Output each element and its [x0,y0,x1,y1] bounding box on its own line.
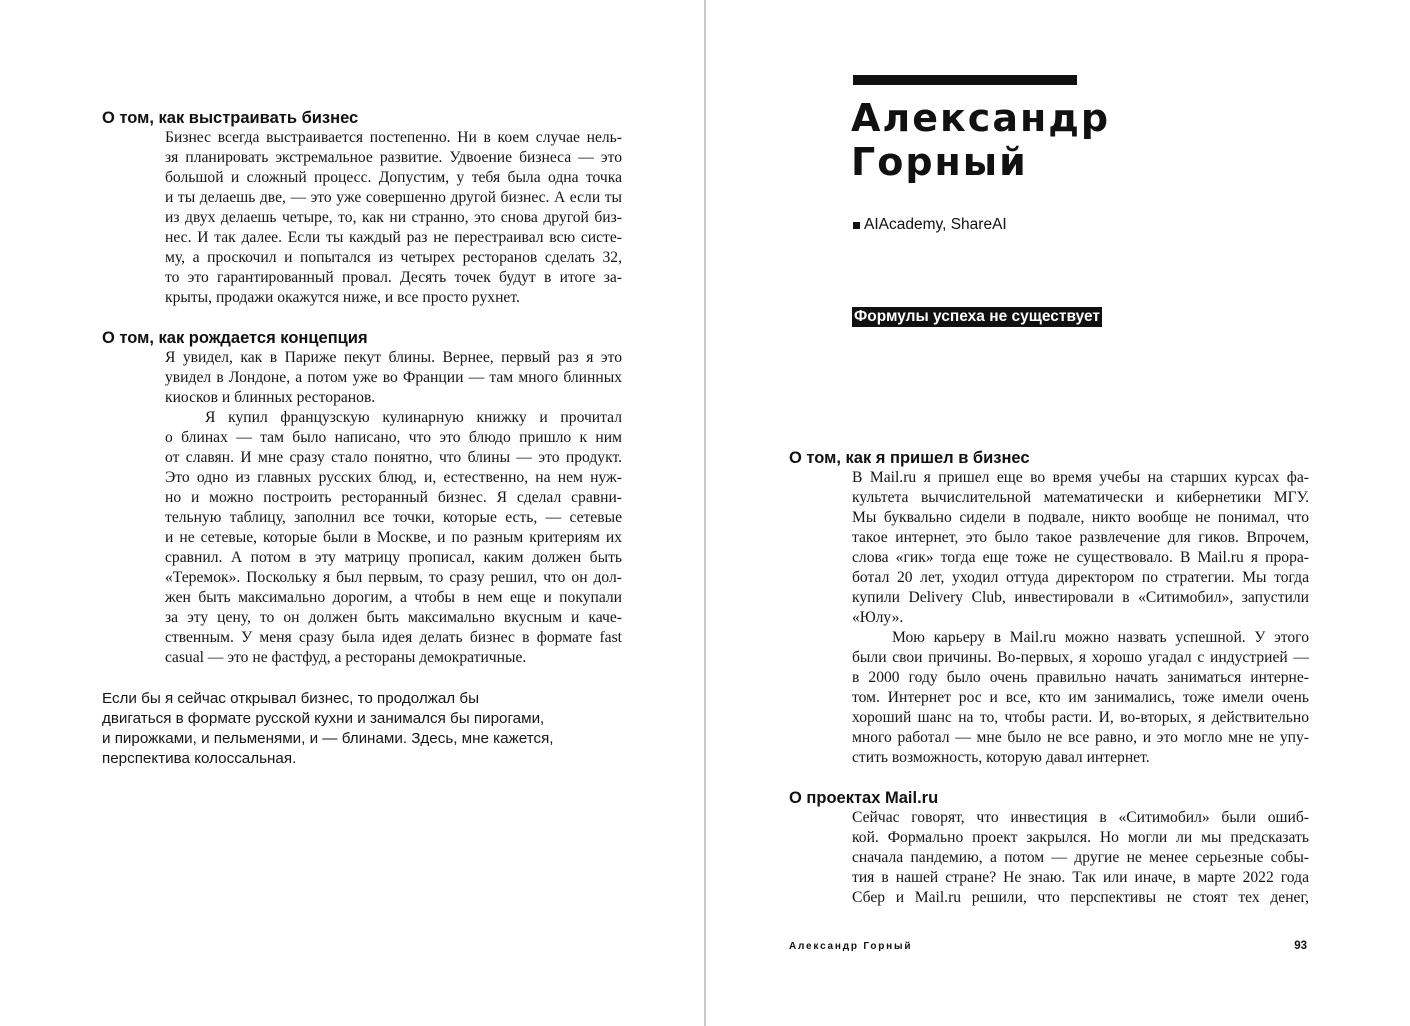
author-last-name: Горный [851,140,1028,184]
text-line: купили Delivery Club, инвестировали в «Ситимобил», запустили [852,589,1309,606]
left-page [0,0,704,1026]
text-line: В Mail.ru я пришел еще во время учебы на старших курсах фа- [852,469,1309,486]
quote-line: двигаться в формате русской кухни и занимался бы пирогами, [102,710,545,727]
text-line: нес. И так далее. Если ты каждый раз не перестраивал всю систе- [165,229,622,246]
text-line: кой. Формально проект закрылся. Но могли ли мы предсказать [852,829,1309,846]
text-line: Это одно из главных русских блюд, и, естественно, на нем нуж- [165,469,622,486]
text-line: Мы буквально сидели в подвале, никто вообще не понимал, что [852,509,1309,526]
text-line: от славян. И мне сразу стало понятно, что блины — это продукт. [165,449,622,466]
text-line: слова «гик» тогда еще тоже не существовало. В Mail.ru я прора- [852,549,1309,566]
text-line: «Юлу». [852,609,904,626]
text-line: тия в нашей стране? Не знаю. Так или иначе, в марте 2022 года [852,869,1309,886]
pull-quote [102,689,572,769]
quote-line: Если бы я сейчас открывал бизнес, то продолжал бы [102,690,479,707]
company-names: AIAcademy, ShareAI [864,216,1007,233]
text-line: увидел в Лондоне, а потом уже во Франции — там много блинных [165,369,622,386]
text-line: Сбер и Mail.ru решили, что перспективы не стоят тех денег, [852,889,1309,906]
text-line: хороший шанс на то, чтобы расти. И, во-вторых, я действительно [852,709,1309,726]
text-line: и не сетевые, которые были в Москве, и по разным критериям их [165,529,622,546]
text-line: о блинах — там было написано, что это блюдо пришло к ним [165,429,622,446]
running-head: Александр Горный [789,941,913,952]
text-line: ственным. У меня сразу была идея делать бизнес в формате fast [165,629,622,646]
text-line: жен быть максимально дорогим, а чтобы в нем еще и покупали [165,589,622,606]
text-line: крыты, продажи окажутся ниже, и все просто рухнет. [165,289,520,306]
text-line: сначала пандемию, а потом — другие не менее серьезные собы- [852,849,1309,866]
section-body [165,128,622,308]
text-line: за эту цену, то он должен быть максимально вкусным и каче- [165,609,622,626]
section-heading: О том, как выстраивать бизнес [102,109,359,127]
section-body [852,808,1309,908]
square-bullet-icon [853,222,860,229]
section-heading: О проектах Mail.ru [789,789,939,807]
left-section-concept [102,328,622,668]
text-line: много работал — мне было не все равно, и это могло мне не упу- [852,729,1309,746]
text-line: из двух делаешь четыре, то, как ни странно, это снова другой биз- [165,209,622,226]
left-section-business-building [102,108,622,308]
title-rule [853,75,1077,85]
section-heading: О том, как я пришел в бизнес [789,449,1030,467]
text-line: Мою карьеру в Mail.ru можно назвать успешной. У этого [892,629,1309,646]
text-line: «Теремок». Поскольку я был первым, то сразу решил, что он дол- [165,569,622,586]
text-line: сравнил. А потом в эту матрицу прописал, каким должен быть [165,549,622,566]
text-line: Я увидел, как в Париже пекут блины. Вернее, первый раз я это [165,349,622,366]
author-first-name: Александр [851,96,1111,140]
text-line: такое интернет, это было такое развлечение для гиков. Впрочем, [852,529,1309,546]
text-line: то это гарантированный провал. Десять точек будут в итоге за- [165,269,622,286]
company-line [853,216,1007,234]
quote-line: и пирожками, и пельменями, и — блинами. Здесь, мне кажется, [102,730,554,747]
text-line: но и можно построить ресторанный бизнес. Я сделал сравни- [165,489,622,506]
quote-line: перспектива колоссальная. [102,750,297,767]
text-line: культета вычислительной математически и кибернетики МГУ. [852,489,1309,506]
right-page [706,0,1410,1026]
right-section-entering-business [789,448,1309,768]
tagline-highlight: Формулы успеха не существует [854,308,1101,325]
text-line: Бизнес всегда выстраивается постепенно. Ни в коем случае нель- [165,129,622,146]
text-line: casual — это не фастфуд, а рестораны демократичные. [165,649,527,666]
page-number: 93 [1294,940,1307,952]
right-section-mailru-projects [789,788,1309,908]
text-line: в 2000 году было очень правильно начать заниматься интерне- [852,669,1309,686]
text-line: ботал 20 лет, уходил оттуда директором по стратегии. Мы тогда [852,569,1309,586]
section-body [852,468,1309,768]
text-line: стить возможность, которую давал интернет. [852,749,1150,766]
text-line: том. Интернет рос и все, кто им занимались, тоже имели очень [852,689,1309,706]
section-body [165,348,622,668]
section-heading: О том, как рождается концепция [102,329,368,347]
text-line: Сейчас говорят, что инвестиция в «Ситимобил» были ошиб- [852,809,1309,826]
text-line: были свои причины. Во-первых, я хорошо угадал с индустрией — [852,649,1309,666]
text-line: зя планировать экстремальное развитие. Удвоение бизнеса — это [165,149,622,166]
text-line: му, а проскочил и попытался из четырех ресторанов сделать 32, [165,249,622,266]
text-line: и ты делаешь две, — это уже совершенно другой бизнес. А если ты [165,189,622,206]
text-line: большой и сложный процесс. Допустим, у тебя была одна точка [165,169,622,186]
author-title [851,96,1110,184]
text-line: Я купил французскую кулинарную книжку и прочитал [205,409,622,426]
text-line: тельную таблицу, заполнил все точки, которые есть, — сетевые [165,509,622,526]
text-line: киосков и блинных ресторанов. [165,389,376,406]
